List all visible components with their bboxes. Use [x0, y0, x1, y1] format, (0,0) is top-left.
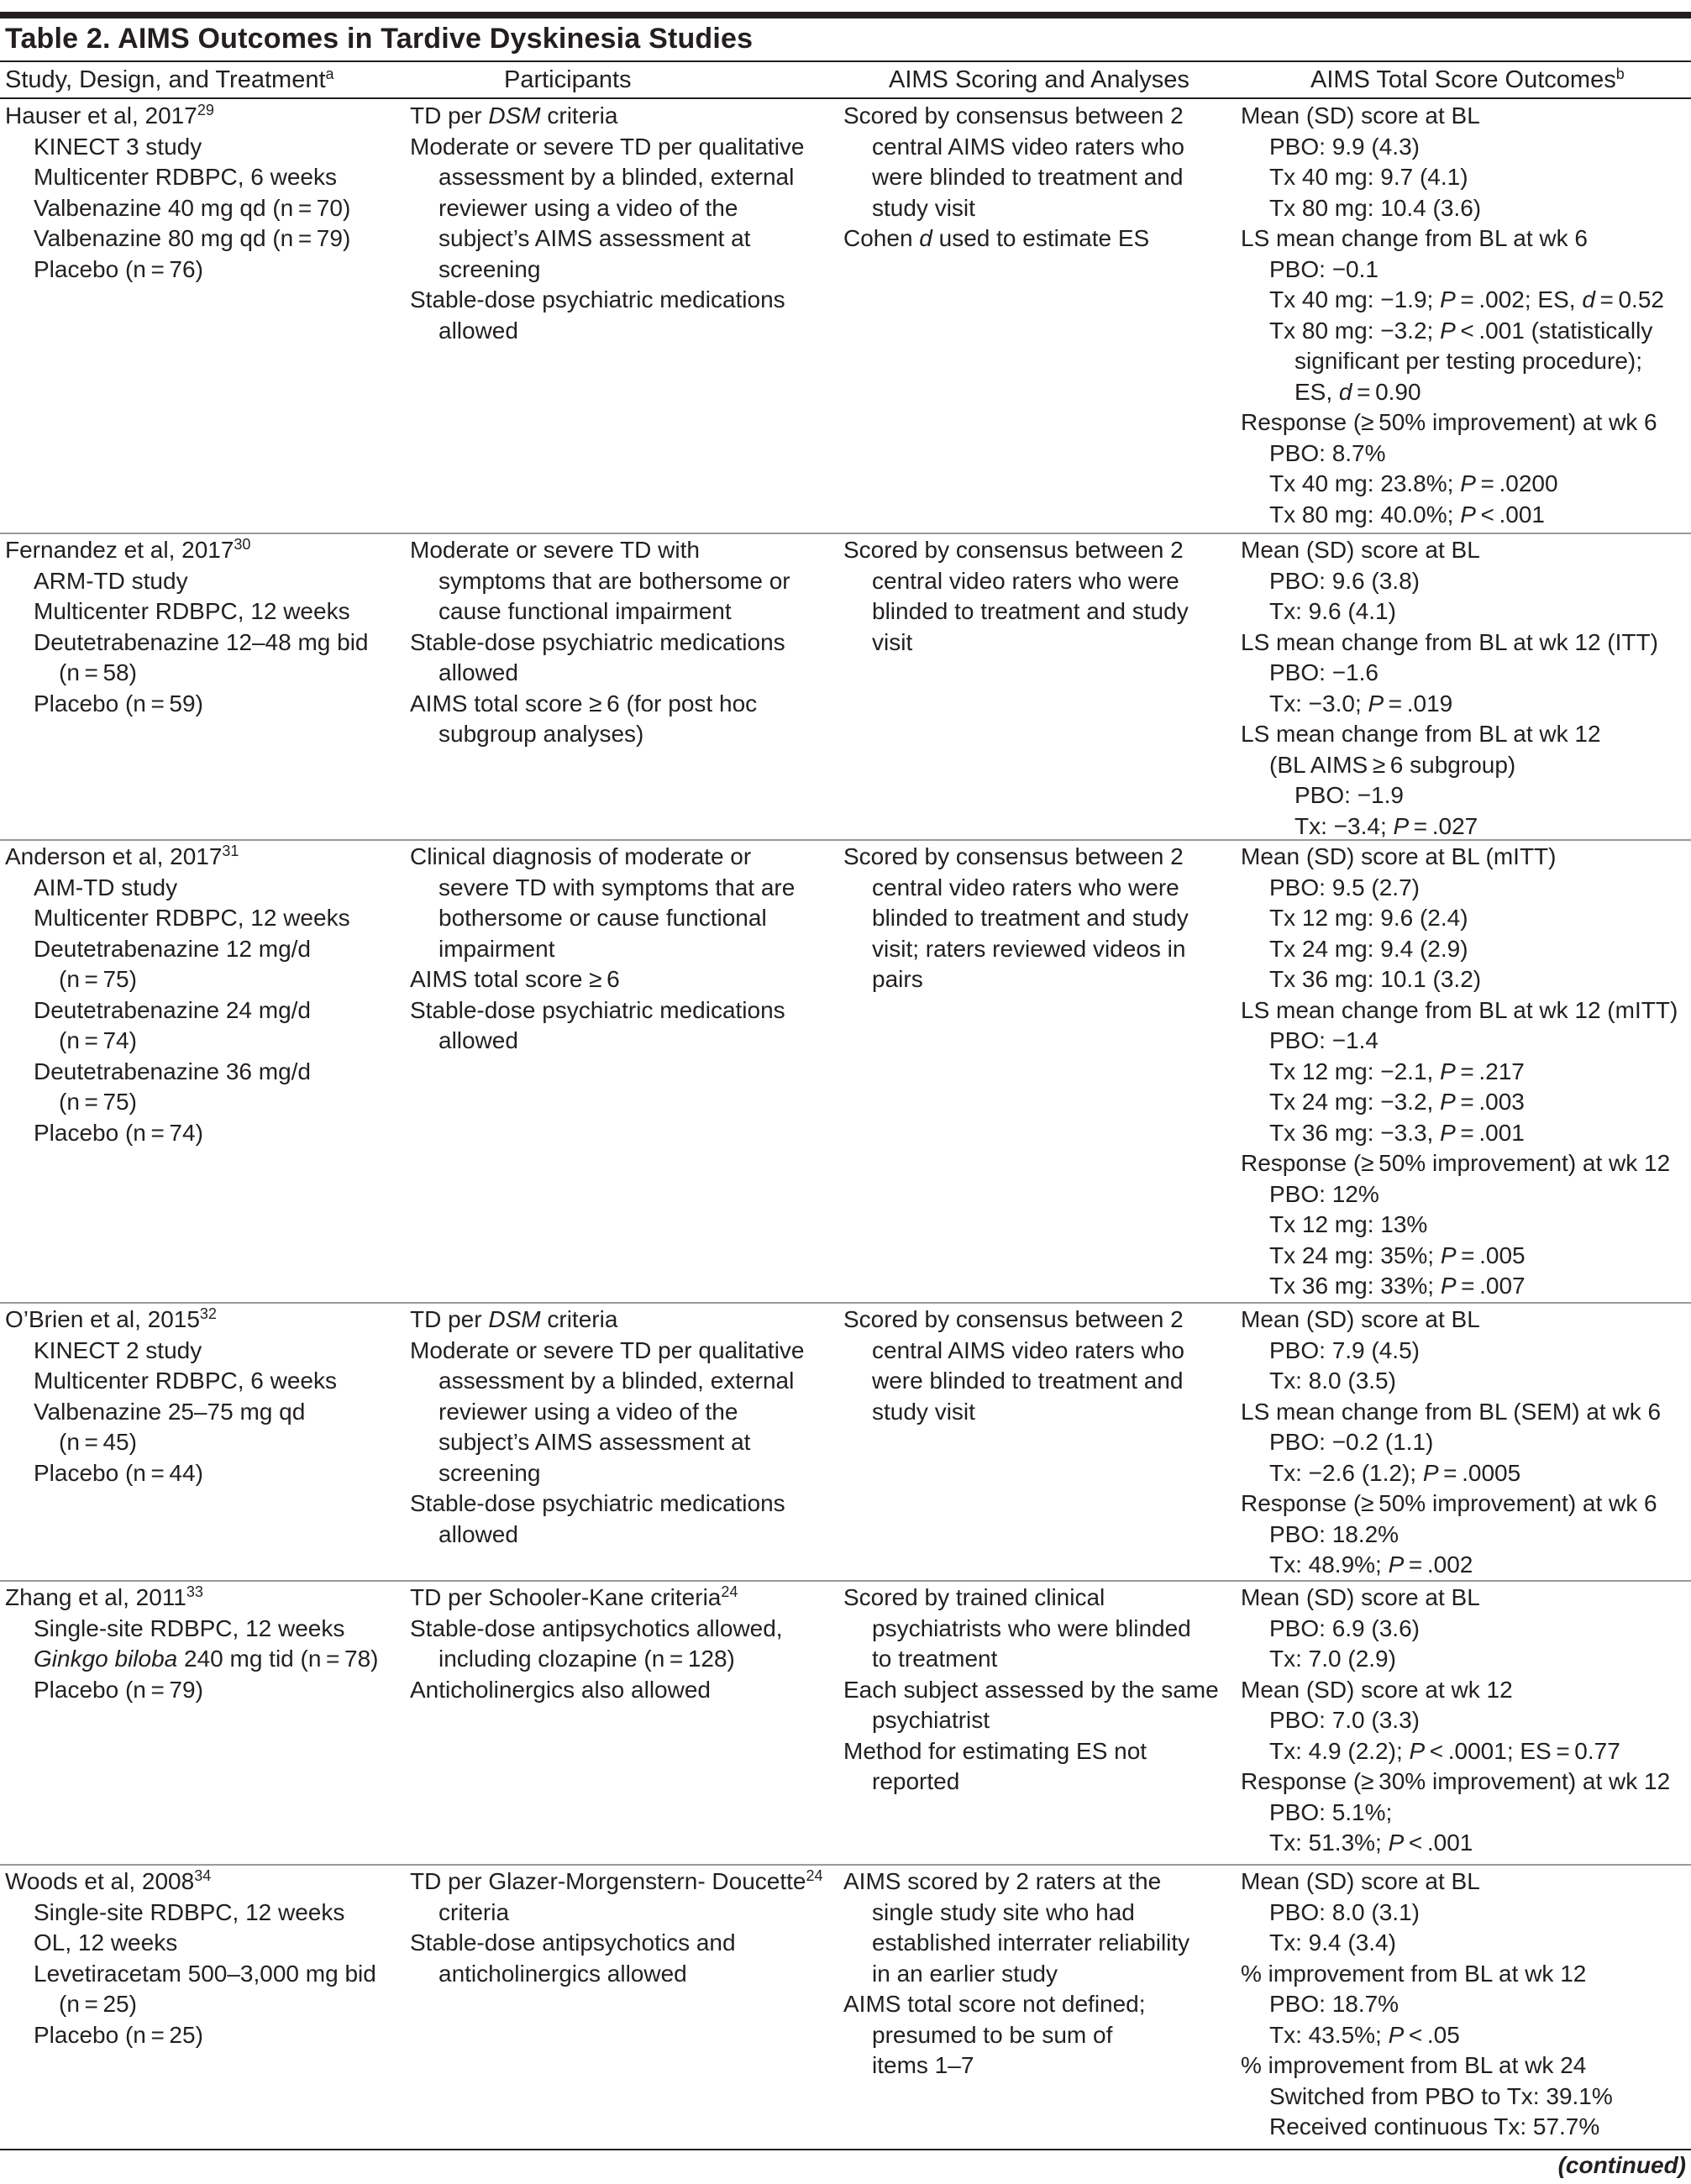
participants-cell-line: Clinical diagnosis of moderate or [410, 843, 752, 869]
reference-superscript: 29 [197, 102, 214, 118]
outcomes-cell-line: Tx 40 mg: 23.8%; P = .0200 [1269, 470, 1558, 496]
scoring-cell-line: items 1–7 [872, 2052, 974, 2078]
study-cell-line: Fernandez et al, 2017$^{30}$ [5, 536, 251, 563]
scoring-cell-line: presumed to be sum of [872, 2021, 1113, 2048]
study-cell [5, 1866, 391, 2050]
scoring-cell-line: visit; raters reviewed videos in [872, 935, 1186, 962]
participants-cell-line: Stable-dose psychiatric medications [410, 628, 785, 655]
outcomes-cell-line: Mean (SD) score at wk 12 [1241, 1676, 1513, 1703]
study-cell-line: Deutetrabenazine 12–48 mg bid [34, 628, 369, 655]
study-cell-line: ARM-TD study [34, 567, 188, 594]
outcomes-cell-line: Tx 80 mg: 10.4 (3.6) [1269, 194, 1482, 221]
scoring-cell-line: central AIMS video raters who [872, 133, 1184, 160]
participants-cell-line: assessment by a blinded, external [439, 164, 795, 190]
outcomes-cell-line: Mean (SD) score at BL [1241, 1584, 1480, 1610]
header-participants: Participants [504, 66, 632, 93]
outcomes-cell-line: Tx 24 mg: 35%; P = .005 [1269, 1242, 1526, 1268]
title-rule [0, 60, 1691, 62]
bottom-rule [0, 2149, 1691, 2150]
participants-cell-line: severe TD with symptoms that are [439, 874, 796, 900]
outcomes-cell-line: PBO: 9.6 (3.8) [1269, 567, 1420, 594]
participants-cell [410, 842, 830, 1057]
participants-cell-line: symptoms that are bothersome or [439, 567, 790, 594]
study-cell-line: (n = 74) [59, 1027, 137, 1053]
outcomes-cell-line: Tx 80 mg: 40.0%; P < .001 [1269, 501, 1545, 528]
study-cell-line: Levetiracetam 500–3,000 mg bid [34, 1960, 376, 1987]
participants-cell-line: allowed [439, 659, 518, 685]
outcomes-cell-line: Tx 40 mg: −1.9; P = .002; ES, d = 0.52 [1269, 286, 1664, 312]
scoring-cell-line: established interrater reliability [872, 1929, 1190, 1956]
participants-cell-line: AIMS total score ≥ 6 [410, 966, 620, 992]
outcomes-cell-line: PBO: −0.2 (1.1) [1269, 1429, 1434, 1455]
study-cell-line: KINECT 3 study [34, 133, 202, 160]
outcomes-cell [1241, 842, 1691, 1302]
outcomes-cell-line: Mean (SD) score at BL [1241, 1306, 1480, 1332]
participants-cell [410, 101, 830, 346]
participants-cell-line: cause functional impairment [439, 598, 732, 624]
scoring-cell-line: central video raters who were [872, 874, 1179, 900]
participants-cell-line: TD per DSM criteria [410, 102, 618, 129]
scoring-cell-line: central video raters who were [872, 567, 1179, 594]
study-cell-line: (n = 58) [59, 659, 137, 685]
study-cell-line: O’Brien et al, 2015$^{32}$ [5, 1305, 217, 1332]
outcomes-cell-line: PBO: 12% [1269, 1180, 1379, 1207]
scoring-cell-line: blinded to treatment and study [872, 598, 1189, 624]
scoring-cell-line: in an earlier study [872, 1960, 1058, 1987]
outcomes-cell-line: Tx: 9.4 (3.4) [1269, 1929, 1396, 1956]
scoring-cell-line: visit [872, 628, 913, 655]
outcomes-cell-line: PBO: −1.6 [1269, 659, 1379, 685]
participants-cell-line: screening [439, 255, 541, 282]
continued-label: (continued) [1557, 2152, 1686, 2178]
scoring-cell-line: Method for estimating ES not [843, 1737, 1147, 1764]
study-cell [5, 1305, 391, 1488]
reference-superscript: 33 [186, 1583, 203, 1600]
study-cell-line: (n = 25) [59, 1991, 137, 2017]
scoring-cell-line: were blinded to treatment and [872, 1368, 1184, 1394]
reference-superscript: 24 [721, 1583, 738, 1600]
scoring-cell-line: to treatment [872, 1646, 998, 1672]
study-cell-line: (n = 75) [59, 1089, 137, 1115]
outcomes-cell-line: Mean (SD) score at BL (mITT) [1241, 843, 1557, 869]
scoring-cell [843, 1583, 1238, 1798]
outcomes-cell-line: PBO: 7.9 (4.5) [1269, 1336, 1420, 1363]
row-divider [0, 1864, 1691, 1866]
header-outcomes: AIMS Total Score Outcomes$^b$ [1310, 66, 1625, 93]
top-rule [0, 12, 1691, 18]
outcomes-cell-line: Response (≥ 50% improvement) at wk 12 [1241, 1150, 1671, 1176]
outcomes-cell-line: Tx 40 mg: 9.7 (4.1) [1269, 164, 1468, 190]
participants-cell-line: subject’s AIMS assessment at [439, 1429, 751, 1455]
study-cell-line: AIM-TD study [34, 874, 178, 900]
reference-superscript: 24 [806, 1867, 823, 1884]
scoring-cell-line: study visit [872, 1398, 975, 1425]
table-header-row [0, 64, 1691, 96]
outcomes-cell-line: Tx: 43.5%; P < .05 [1269, 2021, 1460, 2048]
scoring-cell-line: central AIMS video raters who [872, 1336, 1184, 1363]
outcomes-cell-line: Tx: 7.0 (2.9) [1269, 1646, 1396, 1672]
outcomes-cell-line: LS mean change from BL at wk 12 (mITT) [1241, 996, 1678, 1023]
scoring-cell-line: Scored by consensus between 2 [843, 843, 1184, 869]
outcomes-cell-line: (BL AIMS ≥ 6 subgroup) [1269, 751, 1516, 778]
outcomes-cell-line: PBO: −0.1 [1269, 255, 1379, 282]
scoring-cell-line: Scored by consensus between 2 [843, 102, 1184, 129]
outcomes-cell-line: Mean (SD) score at BL [1241, 537, 1480, 563]
outcomes-cell-line: Mean (SD) score at BL [1241, 1868, 1480, 1894]
outcomes-cell-line: LS mean change from BL at wk 12 [1241, 721, 1601, 747]
participants-cell-line: criteria [439, 1898, 510, 1925]
study-cell-line: Placebo (n = 44) [34, 1459, 203, 1486]
scoring-cell-line: Scored by trained clinical [843, 1584, 1105, 1610]
reference-superscript: 32 [199, 1305, 217, 1322]
row-divider [0, 839, 1691, 841]
outcomes-cell-line: PBO: −1.9 [1295, 782, 1404, 808]
reference-superscript: 34 [194, 1867, 212, 1884]
outcomes-cell-line: Tx 12 mg: 13% [1269, 1211, 1428, 1237]
outcomes-cell-line: PBO: 18.2% [1269, 1520, 1400, 1547]
study-cell-line: Valbenazine 40 mg qd (n = 70) [34, 194, 351, 221]
participants-cell [410, 1866, 830, 1989]
outcomes-cell-line: LS mean change from BL at wk 12 (ITT) [1241, 628, 1658, 655]
scoring-cell-line: Scored by consensus between 2 [843, 537, 1184, 563]
study-cell-line: Placebo (n = 25) [34, 2021, 203, 2048]
study-cell [5, 535, 391, 719]
study-cell-line: Anderson et al, 2017$^{31}$ [5, 843, 239, 869]
participants-cell-line: reviewer using a video of the [439, 194, 738, 221]
study-cell [5, 101, 391, 285]
header-scoring: AIMS Scoring and Analyses [889, 66, 1189, 93]
outcomes-cell-line: Tx 36 mg: 10.1 (3.2) [1269, 966, 1482, 992]
participants-cell-line: Stable-dose antipsychotics and [410, 1929, 736, 1956]
study-cell-line: Multicenter RDBPC, 12 weeks [34, 598, 350, 624]
study-cell-line: OL, 12 weeks [34, 1929, 178, 1956]
outcomes-cell-line: % improvement from BL at wk 12 [1241, 1960, 1587, 1987]
study-cell-line: Ginkgo biloba 240 mg tid (n = 78) [34, 1646, 379, 1672]
outcomes-cell-line: PBO: 8.7% [1269, 439, 1386, 466]
participants-cell-line: bothersome or cause functional [439, 905, 767, 931]
outcomes-cell-line: Tx: −2.6 (1.2); P = .0005 [1269, 1459, 1521, 1486]
outcomes-cell-line: Switched from PBO to Tx: 39.1% [1269, 2082, 1613, 2109]
participants-cell-line: impairment [439, 935, 555, 962]
outcomes-cell-line: % improvement from BL at wk 24 [1241, 2052, 1587, 2078]
participants-cell-line: anticholinergics allowed [439, 1960, 687, 1987]
study-cell-line: Placebo (n = 74) [34, 1119, 203, 1146]
participants-cell-line: assessment by a blinded, external [439, 1368, 795, 1394]
table-title: Table 2. AIMS Outcomes in Tardive Dyskinesia Studies [5, 23, 754, 55]
outcomes-cell [1241, 535, 1691, 842]
participants-cell-line: AIMS total score ≥ 6 (for post hoc [410, 690, 758, 717]
outcomes-cell-line: Tx 24 mg: 9.4 (2.9) [1269, 935, 1468, 962]
study-cell-line: Single-site RDBPC, 12 weeks [34, 1614, 345, 1641]
participants-cell-line: Stable-dose psychiatric medications [410, 996, 785, 1023]
scoring-cell-line: Cohen d used to estimate ES [843, 225, 1150, 251]
study-cell-line: Single-site RDBPC, 12 weeks [34, 1898, 345, 1925]
study-cell-line: Deutetrabenazine 36 mg/d [34, 1058, 311, 1084]
scoring-cell-line: Scored by consensus between 2 [843, 1306, 1184, 1332]
scoring-cell-line: AIMS scored by 2 raters at the [843, 1868, 1162, 1894]
reference-superscript: 30 [234, 536, 251, 553]
participants-cell-line: Stable-dose psychiatric medications [410, 1490, 785, 1516]
study-cell-line: Placebo (n = 76) [34, 255, 203, 282]
outcomes-cell-line: PBO: 7.0 (3.3) [1269, 1707, 1420, 1733]
study-cell-line: Zhang et al, 2011$^{33}$ [5, 1583, 203, 1610]
scoring-cell [843, 842, 1238, 995]
scoring-cell [843, 1866, 1238, 2082]
participants-cell [410, 1583, 830, 1705]
study-cell-line: (n = 45) [59, 1429, 137, 1455]
participants-cell-line: Moderate or severe TD with [410, 537, 700, 563]
participants-cell-line: screening [439, 1459, 541, 1486]
study-cell-line: Valbenazine 80 mg qd (n = 79) [34, 225, 351, 251]
scoring-cell [843, 535, 1238, 658]
outcomes-cell-line: Tx 12 mg: 9.6 (2.4) [1269, 905, 1468, 931]
participants-cell-line: Moderate or severe TD per qualitative [410, 1336, 805, 1363]
study-cell [5, 1583, 391, 1705]
participants-cell-line: Moderate or severe TD per qualitative [410, 133, 805, 160]
participants-cell [410, 1305, 830, 1550]
scoring-cell [843, 101, 1238, 255]
scoring-cell-line: AIMS total score not defined; [843, 1991, 1146, 2017]
study-cell-line: Multicenter RDBPC, 12 weeks [34, 905, 350, 931]
scoring-cell-line: blinded to treatment and study [872, 905, 1189, 931]
study-cell-line: Deutetrabenazine 24 mg/d [34, 996, 311, 1023]
outcomes-cell-line: PBO: 9.5 (2.7) [1269, 874, 1420, 900]
outcomes-cell-line: LS mean change from BL at wk 6 [1241, 225, 1588, 251]
outcomes-cell [1241, 1583, 1691, 1859]
scoring-cell-line: Each subject assessed by the same [843, 1676, 1219, 1703]
participants-cell-line: TD per Schooler-Kane criteria$^{24}$ [410, 1583, 738, 1610]
outcomes-cell-line: Response (≥ 50% improvement) at wk 6 [1241, 1490, 1657, 1516]
outcomes-cell [1241, 1305, 1691, 1581]
outcomes-cell-line: Received continuous Tx: 57.7% [1269, 2113, 1600, 2139]
study-cell-line: Deutetrabenazine 12 mg/d [34, 935, 311, 962]
row-divider [0, 533, 1691, 534]
participants-cell-line: Anticholinergics also allowed [410, 1676, 711, 1703]
reference-superscript: 31 [222, 843, 239, 859]
outcomes-cell-line: Tx 24 mg: −3.2, P = .003 [1269, 1089, 1525, 1115]
outcomes-cell [1241, 1866, 1691, 2143]
outcomes-cell-line: LS mean change from BL (SEM) at wk 6 [1241, 1398, 1662, 1425]
outcomes-cell-line: PBO: −1.4 [1269, 1027, 1379, 1053]
scoring-cell-line: reported [872, 1768, 960, 1794]
outcomes-cell-line: Tx: 51.3%; P < .001 [1269, 1830, 1473, 1856]
outcomes-cell-line: PBO: 9.9 (4.3) [1269, 133, 1420, 160]
outcomes-cell-line: Tx: −3.4; P = .027 [1295, 812, 1478, 839]
participants-cell-line: TD per DSM criteria [410, 1306, 618, 1332]
participants-cell-line: subgroup analyses) [439, 721, 644, 747]
row-divider [0, 1302, 1691, 1304]
study-cell-line: Valbenazine 25–75 mg qd [34, 1398, 306, 1425]
outcomes-cell [1241, 101, 1691, 530]
study-cell-line: Woods et al, 2008$^{34}$ [5, 1867, 212, 1894]
study-cell-line: Placebo (n = 59) [34, 690, 203, 717]
outcomes-cell-line: significant per testing procedure); [1295, 348, 1642, 374]
participants-cell-line: subject’s AIMS assessment at [439, 225, 751, 251]
participants-cell-line: allowed [439, 1520, 518, 1547]
outcomes-cell-line: Tx: 8.0 (3.5) [1269, 1368, 1396, 1394]
participants-cell-line: Stable-dose antipsychotics allowed, [410, 1614, 783, 1641]
row-divider [0, 1580, 1691, 1582]
study-cell-line: Multicenter RDBPC, 6 weeks [34, 1368, 338, 1394]
study-cell-line: (n = 75) [59, 966, 137, 992]
study-cell-line: Placebo (n = 79) [34, 1676, 203, 1703]
participants-cell-line: reviewer using a video of the [439, 1398, 738, 1425]
outcomes-cell-line: Tx: −3.0; P = .019 [1269, 690, 1453, 717]
outcomes-cell-line: Tx 12 mg: −2.1, P = .217 [1269, 1058, 1525, 1084]
outcomes-cell-line: PBO: 8.0 (3.1) [1269, 1898, 1420, 1925]
scoring-cell-line: were blinded to treatment and [872, 164, 1184, 190]
study-cell [5, 842, 391, 1148]
study-cell-line: KINECT 2 study [34, 1336, 202, 1363]
outcomes-cell-line: Response (≥ 50% improvement) at wk 6 [1241, 409, 1657, 435]
study-cell-line: Multicenter RDBPC, 6 weeks [34, 164, 338, 190]
scoring-cell-line: psychiatrists who were blinded [872, 1614, 1191, 1641]
outcomes-cell-line: Mean (SD) score at BL [1241, 102, 1480, 129]
outcomes-cell-line: PBO: 6.9 (3.6) [1269, 1614, 1420, 1641]
scoring-cell-line: study visit [872, 194, 975, 221]
outcomes-cell-line: PBO: 5.1%; [1269, 1798, 1393, 1825]
outcomes-cell-line: Tx 36 mg: −3.3, P = .001 [1269, 1119, 1525, 1146]
participants-cell-line: TD per Glazer-Morgenstern- Doucette$^{24}$ [410, 1867, 823, 1894]
outcomes-cell-line: Tx 36 mg: 33%; P = .007 [1269, 1273, 1526, 1299]
header-rule [0, 97, 1691, 99]
outcomes-cell-line: Tx: 4.9 (2.2); P < .0001; ES = 0.77 [1269, 1737, 1620, 1764]
outcomes-cell-line: Tx: 48.9%; P = .002 [1269, 1551, 1473, 1578]
study-cell-line: Hauser et al, 2017$^{29}$ [5, 102, 214, 129]
scoring-cell-line: psychiatrist [872, 1707, 990, 1733]
participants-cell-line: including clozapine (n = 128) [439, 1646, 735, 1672]
scoring-cell-line: single study site who had [872, 1898, 1135, 1925]
header-study: Study, Design, and Treatment$^a$ [5, 66, 334, 93]
outcomes-cell-line: PBO: 18.7% [1269, 1991, 1400, 2017]
scoring-cell-line: pairs [872, 966, 923, 992]
participants-cell-line: allowed [439, 317, 518, 344]
outcomes-cell-line: Tx 80 mg: −3.2; P < .001 (statistically [1269, 317, 1653, 344]
participants-cell-line: allowed [439, 1027, 518, 1053]
outcomes-cell-line: Response (≥ 30% improvement) at wk 12 [1241, 1768, 1671, 1794]
scoring-cell [843, 1305, 1238, 1427]
participants-cell [410, 535, 830, 750]
outcomes-cell-line: Tx: 9.6 (4.1) [1269, 598, 1396, 624]
outcomes-cell-line: ES, d = 0.90 [1295, 378, 1421, 405]
participants-cell-line: Stable-dose psychiatric medications [410, 286, 785, 312]
